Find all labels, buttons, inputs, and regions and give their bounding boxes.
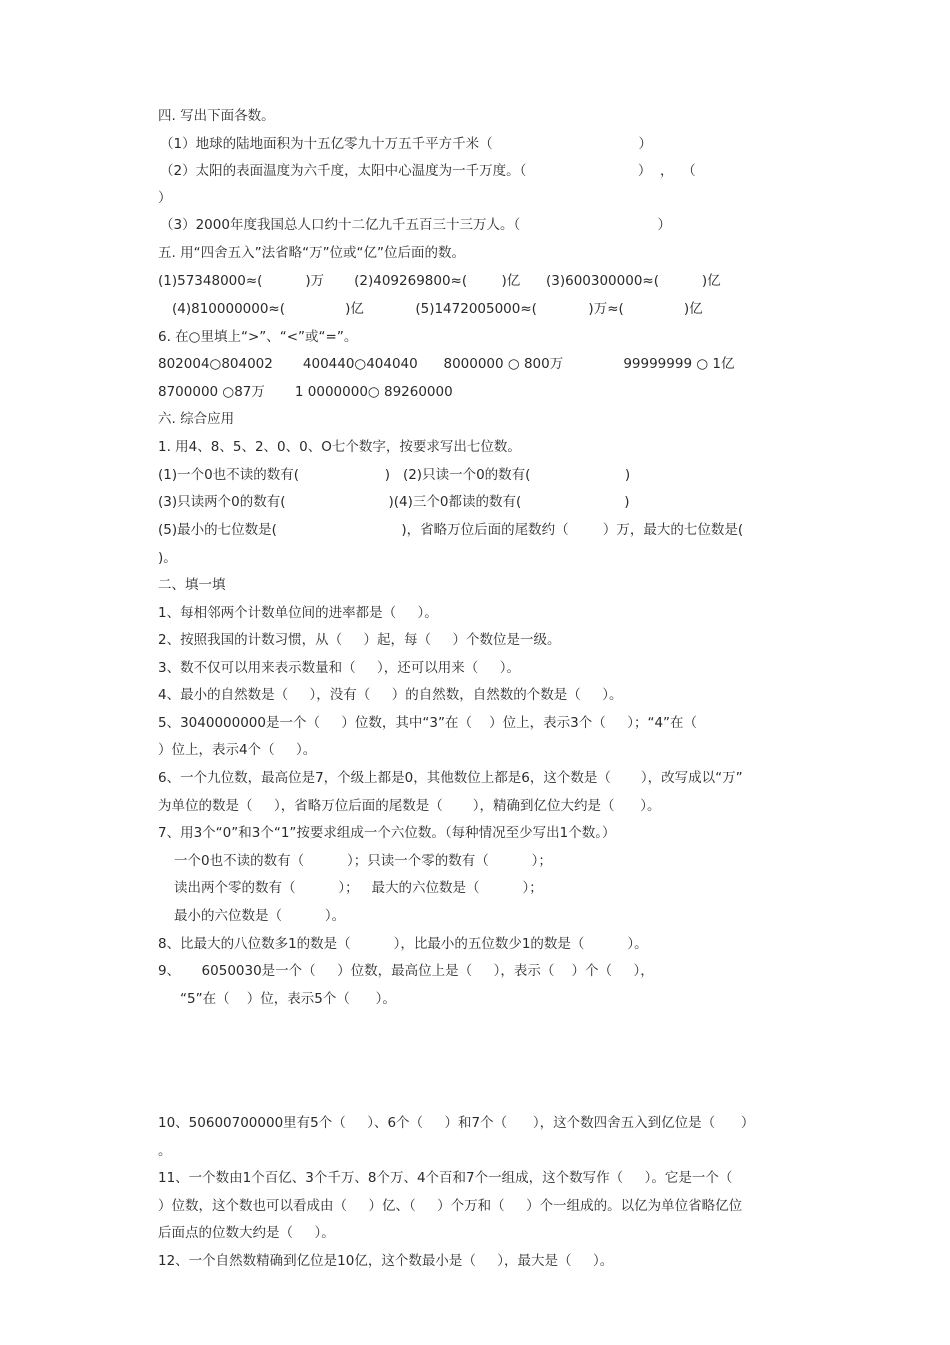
rounding-row-1: (1)57348000≈( )万 (2)409269800≈( )亿 (3)600300000≈( )亿: [158, 273, 721, 289]
fill-9: 9、 6050030是一个（ ）位数，最高位上是（ ），表示（ ）个（ ），: [158, 963, 654, 979]
question-4-1: （1）地球的陆地面积为十五亿零九十万五千平方千米（ ）: [160, 136, 652, 152]
question-6-1-a: (1)一个0也不读的数有( ) (2)只读一个0的数有( ): [158, 467, 631, 483]
fill-10: 10、50600700000里有5个（ ）、6个（ ）和7个（ ），这个数四舍五入到亿位是（ ）: [158, 1115, 755, 1131]
fill-3: 3、数不仅可以用来表示数量和（ ），还可以用来（ ）。: [158, 660, 521, 676]
question-4-3: （3）2000年度我国总人口约十二亿九千五百三十三万人。（ ）: [160, 217, 672, 233]
fill-4: 4、最小的自然数是（ ），没有（ ）的自然数，自然数的个数是（ ）。: [158, 687, 623, 703]
fill-12: 12、一个自然数精确到亿位是10亿，这个数最小是（ ），最大是（ ）。: [158, 1253, 614, 1269]
question-6-1-c: (5)最小的七位数是( )，省略万位后面的尾数约（ ）万，最大的七位数是(: [158, 522, 744, 538]
fill-5: 5、3040000000是一个（ ）位数，其中“3”在（ ）位上，表示3个（ ）；“4”在（: [158, 715, 698, 731]
fill-11-cont: ）位数，这个数也可以看成由（ ）亿、（ ）个万和（ ）个一组成的。以亿为单位省略亿位: [158, 1198, 743, 1214]
fill-7-b: 读出两个零的数有（ ）； 最大的六位数是（ ）；: [174, 880, 543, 896]
fill-2: 2、按照我国的计数习惯，从（ ）起，每（ ）个数位是一级。: [158, 632, 561, 648]
section-2-heading: 二、填一填: [158, 577, 226, 593]
fill-6: 6、一个九位数，最高位是7，个级上都是0，其他数位上都是6，这个数是（ ），改写成以“万”: [158, 770, 743, 786]
fill-1: 1、每相邻两个计数单位间的进率都是（ ）。: [158, 605, 438, 621]
compare-heading: 6. 在○里填上“>”、“<”或“=”。: [158, 329, 358, 345]
question-6-1: 1. 用4、8、5、2、0、0、O七个数字，按要求写出七位数。: [158, 439, 521, 455]
fill-8: 8、比最大的八位数多1的数是（ ），比最小的五位数少1的数是（ ）。: [158, 936, 648, 952]
question-4-2-cont: ）: [158, 190, 172, 206]
fill-7: 7、用3个“0”和3个“1”按要求组成一个六位数。（每种情况至少写出1个数。）: [158, 825, 616, 841]
section-5-heading: 五. 用“四舍五入”法省略“万”位或“亿”位后面的数。: [158, 245, 466, 261]
fill-11-cont-2: 后面点的位数大约是（ ）。: [158, 1225, 335, 1241]
section-6-heading: 六. 综合应用: [158, 411, 235, 427]
question-6-1-b: (3)只读两个0的数有( )(4)三个0都读的数有( ): [158, 494, 630, 510]
fill-11: 11、一个数由1个百亿、3个千万、8个万、4个百和7个一组成，这个数写作（ ）。它是一个（: [158, 1170, 733, 1186]
fill-6-cont: 为单位的数是（ ），省略万位后面的尾数是（ ），精确到亿位大约是（ ）。: [158, 798, 661, 814]
fill-5-cont: ）位上，表示4个（ ）。: [158, 742, 317, 758]
fill-10-cont: 。: [158, 1143, 172, 1159]
fill-7-c: 最小的六位数是（ ）。: [174, 908, 346, 924]
question-6-1-c-cont: )。: [158, 550, 177, 566]
compare-row-2: 8700000 ○87万 1 0000000○ 89260000: [158, 384, 453, 400]
fill-7-a: 一个0也不读的数有（ ）；只读一个零的数有（ ）；: [174, 853, 552, 869]
rounding-row-2: (4)810000000≈( )亿 (5)1472005000≈( )万≈( )亿: [172, 301, 703, 317]
compare-row-1: 802004○804002 400440○404040 8000000 ○ 800万 99999999 ○ 1亿: [158, 356, 735, 372]
fill-9-cont: “5”在（ ）位，表示5个（ ）。: [180, 991, 396, 1007]
question-4-2: （2）太阳的表面温度为六千度，太阳中心温度为一千万度。（ ） ， （: [160, 163, 696, 179]
section-4-heading: 四. 写出下面各数。: [158, 108, 275, 124]
